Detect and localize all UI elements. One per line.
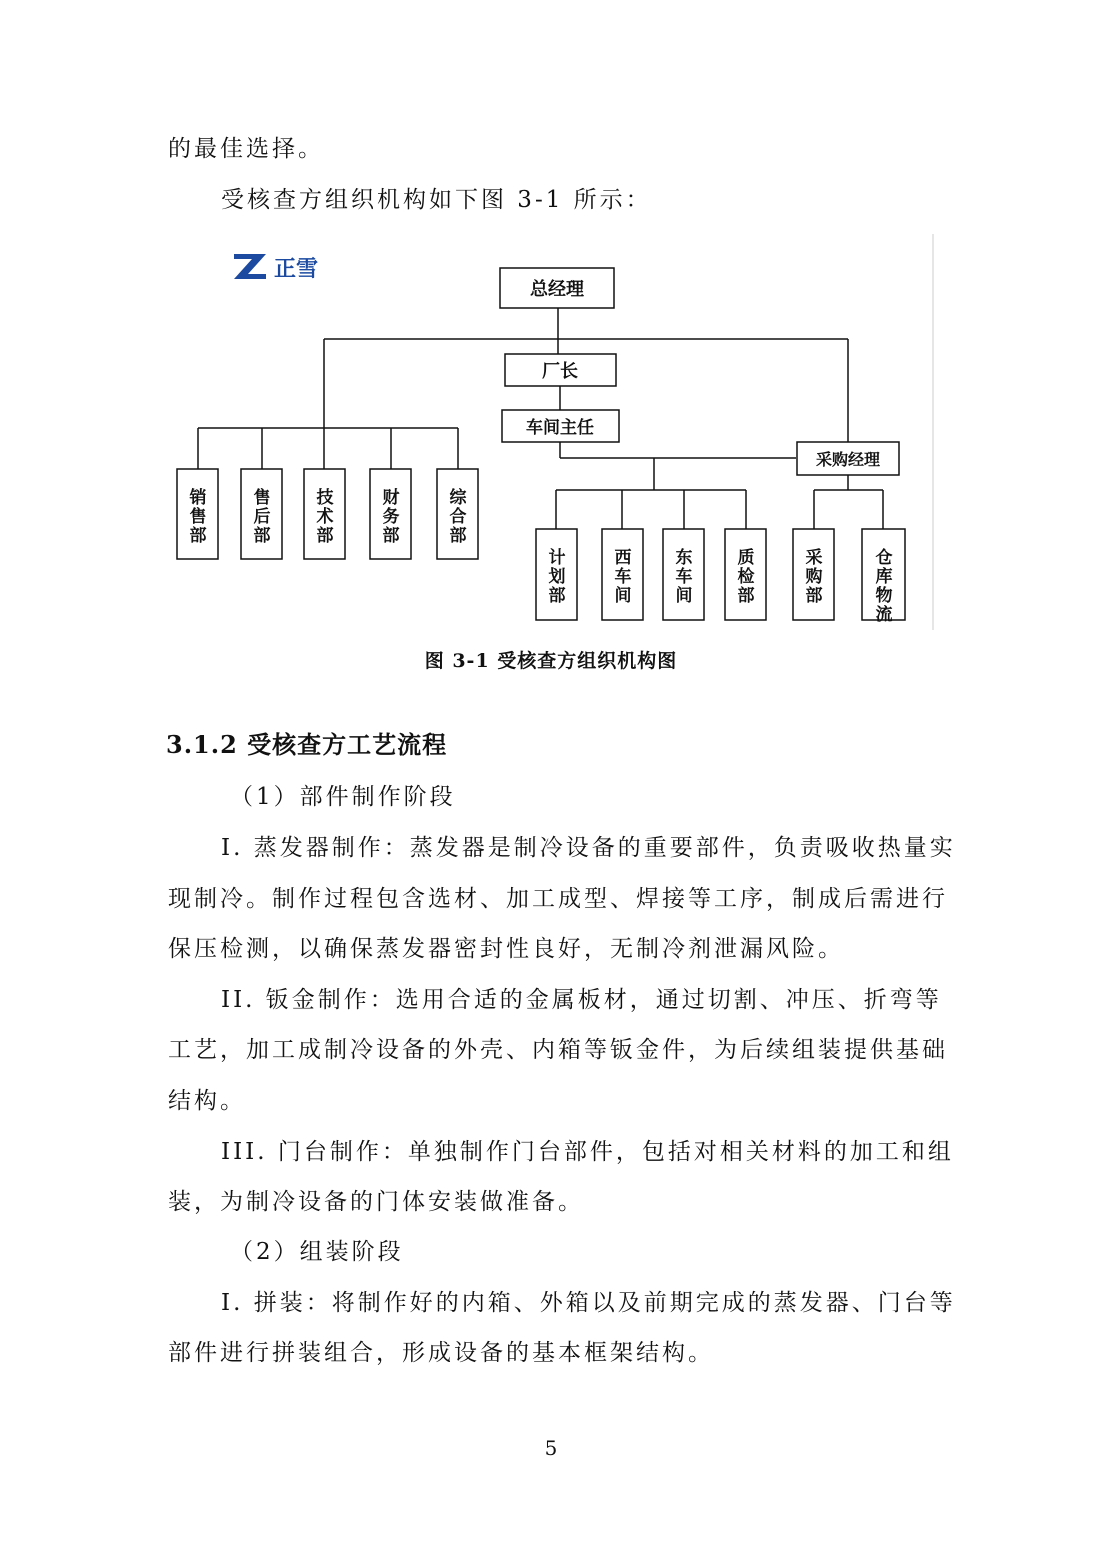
- dept-box-label: 采购部: [805, 548, 823, 606]
- dept-box-label: 计划部: [548, 548, 566, 606]
- paragraph-line: III. 门台制作：单独制作门台部件，包括对相关材料的加工和组: [221, 1139, 954, 1165]
- dept-box-label: 西车间: [614, 548, 632, 606]
- org-chart: [170, 232, 940, 638]
- general-manager-box: 总经理: [530, 279, 584, 300]
- paragraph-line: I. 拼装：将制作好的内箱、外箱以及前期完成的蒸发器、门台等: [221, 1290, 956, 1316]
- purchasing-manager-box: 采购经理: [815, 450, 881, 469]
- paragraph-line: 保压检测，以确保蒸发器密封性良好，无制冷剂泄漏风险。: [168, 936, 844, 962]
- logo-text: 正雪: [274, 257, 319, 282]
- dept-box-label: 销售部: [189, 488, 207, 546]
- paragraph-line: 的最佳选择。: [168, 136, 324, 162]
- paragraph-line: 部件进行拼装组合，形成设备的基本框架结构。: [168, 1340, 714, 1366]
- paragraph-line: 结构。: [168, 1088, 246, 1114]
- paragraph-line: 工艺，加工成制冷设备的外壳、内箱等钣金件，为后续组装提供基础: [168, 1037, 948, 1063]
- paragraph-line: I. 蒸发器制作：蒸发器是制冷设备的重要部件，负责吸收热量实: [221, 835, 956, 861]
- factory-director-box: 厂长: [542, 361, 578, 382]
- paragraph-line: 现制冷。制作过程包含选材、加工成型、焊接等工序，制成后需进行: [168, 886, 948, 912]
- dept-box-label: 技术部: [316, 488, 334, 546]
- page-number: 5: [544, 1436, 558, 1460]
- subsection-label: （2）组装阶段: [230, 1239, 404, 1265]
- company-logo: [234, 254, 318, 282]
- paragraph-line: II. 钣金制作：选用合适的金属板材，通过切割、冲压、折弯等: [221, 987, 942, 1013]
- workshop-director-box: 车间主任: [526, 418, 594, 438]
- dept-box-label: 财务部: [382, 488, 400, 546]
- dept-box-label: 东车间: [675, 548, 693, 606]
- dept-box-label: 综合部: [449, 488, 467, 546]
- subsection-label: （1）部件制作阶段: [230, 784, 456, 810]
- section-heading: 3.1.2 受核查方工艺流程: [166, 730, 448, 759]
- figure-caption: 图 3-1 受核查方组织机构图: [424, 650, 678, 672]
- dept-box-label: 质检部: [737, 548, 755, 606]
- paragraph-line: 装，为制冷设备的门体安装做准备。: [168, 1189, 584, 1215]
- dept-box-label: 仓库物流: [875, 548, 893, 625]
- paragraph-line: 受核查方组织机构如下图 3-1 所示：: [221, 187, 652, 213]
- dept-box-label: 售后部: [253, 488, 271, 546]
